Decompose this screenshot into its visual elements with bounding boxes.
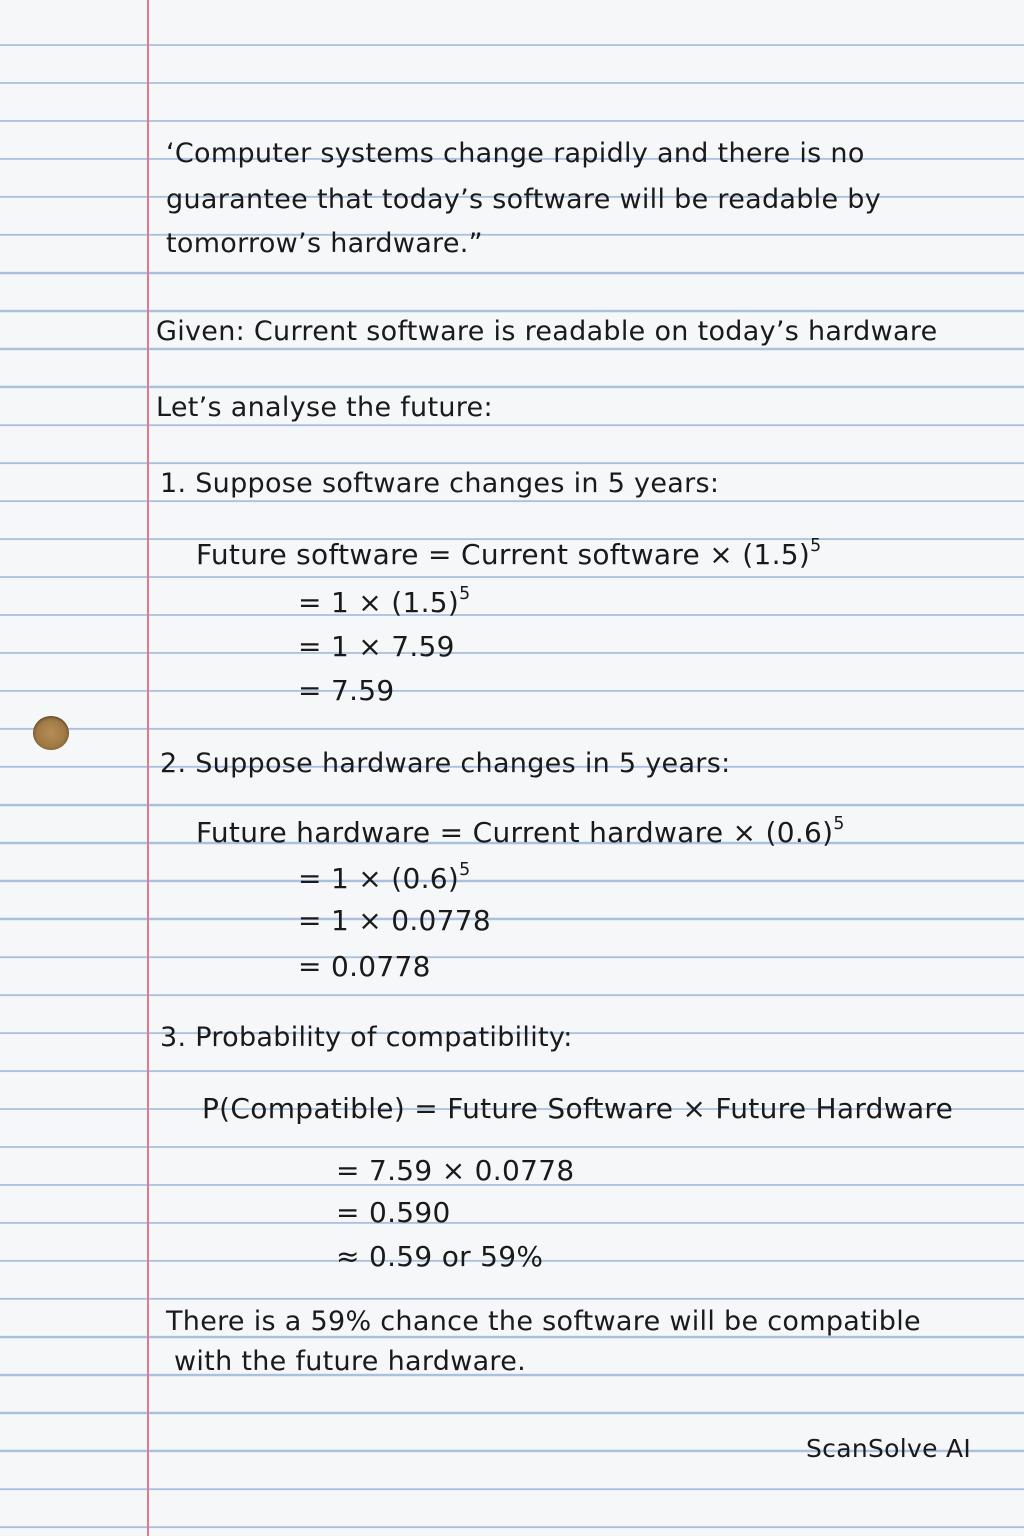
step1-equation bbox=[196, 536, 821, 571]
step2-line-1-exponent: 5 bbox=[459, 860, 471, 880]
step2-line-3: = 0.0778 bbox=[298, 950, 431, 983]
step1-line-3: = 7.59 bbox=[298, 674, 395, 707]
quote-line-3: tomorrow’s hardware.” bbox=[166, 228, 483, 259]
conclusion-line-1: There is a 59% chance the software will be compatible bbox=[166, 1306, 921, 1337]
step1-line-1-text: = 1 × (1.5) bbox=[298, 586, 460, 620]
step2-equation bbox=[196, 814, 845, 849]
given-statement: Given: Current software is readable on today’s hardware bbox=[156, 316, 938, 347]
step1-equation-exponent: 5 bbox=[810, 536, 822, 556]
step1-equation-text: Future software = Current software × (1.5) bbox=[196, 538, 811, 572]
step2-line-1-text: = 1 × (0.6) bbox=[298, 862, 460, 896]
margin-line bbox=[147, 0, 149, 1536]
step1-heading: 1. Suppose software changes in 5 years: bbox=[160, 468, 720, 499]
quote-line-2: guarantee that today’s software will be readable by bbox=[166, 184, 881, 215]
quote-line-1: ‘Computer systems change rapidly and there is no bbox=[166, 138, 865, 169]
step3-heading: 3. Probability of compatibility: bbox=[160, 1022, 573, 1053]
step2-equation-exponent: 5 bbox=[833, 814, 845, 834]
step3-equation: P(Compatible) = Future Software × Future Hardware bbox=[202, 1092, 954, 1125]
step2-equation-text: Future hardware = Current hardware × (0.6) bbox=[196, 816, 834, 850]
step3-line-3: ≈ 0.59 or 59% bbox=[336, 1240, 544, 1273]
step2-heading: 2. Suppose hardware changes in 5 years: bbox=[160, 748, 731, 779]
step2-line-2: = 1 × 0.0778 bbox=[298, 904, 492, 937]
step3-line-2: = 0.590 bbox=[336, 1196, 451, 1229]
analyse-heading: Let’s analyse the future: bbox=[156, 392, 493, 423]
step1-line-1-exponent: 5 bbox=[459, 584, 471, 604]
step1-line-1 bbox=[298, 584, 470, 619]
conclusion-line-2: with the future hardware. bbox=[174, 1346, 527, 1377]
signature: ScanSolve AI bbox=[806, 1434, 972, 1463]
punch-hole bbox=[33, 716, 69, 750]
step3-line-1: = 7.59 × 0.0778 bbox=[336, 1154, 575, 1187]
step2-line-1 bbox=[298, 860, 470, 895]
step1-line-2: = 1 × 7.59 bbox=[298, 630, 455, 663]
